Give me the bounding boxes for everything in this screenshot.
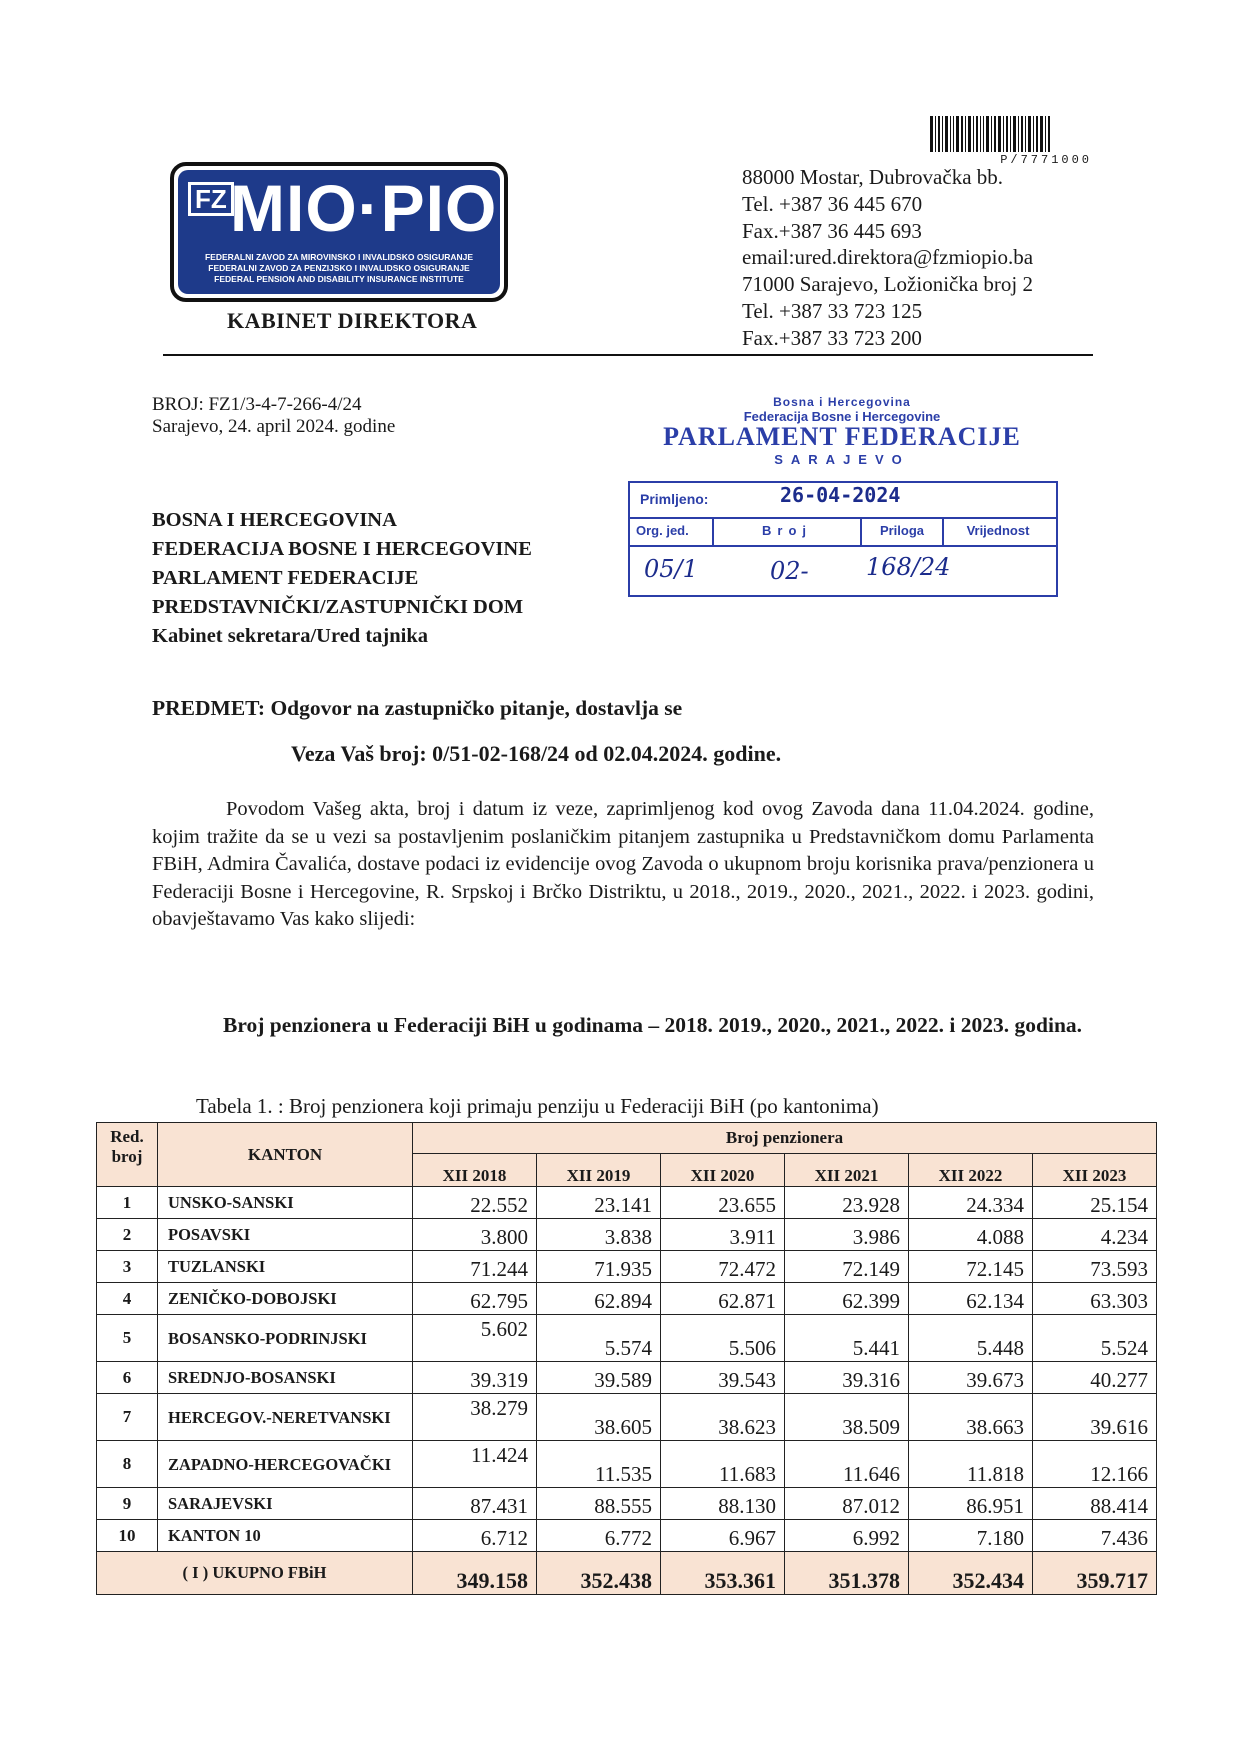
header-divider <box>163 354 1093 356</box>
cell-rb: 7 <box>97 1394 158 1441</box>
cell-value: 39.543 <box>661 1362 785 1394</box>
logo-panel <box>178 170 500 294</box>
cell-kanton: SREDNJO-BOSANSKI <box>158 1362 413 1394</box>
cell-value: 62.795 <box>413 1283 537 1315</box>
cell-value: 88.130 <box>661 1488 785 1520</box>
cell-kanton: TUZLANSKI <box>158 1251 413 1283</box>
cell-rb: 9 <box>97 1488 158 1520</box>
header-year: XII 2021 <box>785 1154 909 1187</box>
cell-kanton: ZENIČKO-DOBOJSKI <box>158 1283 413 1315</box>
cell-value: 39.589 <box>537 1362 661 1394</box>
stamp-title: PARLAMENT FEDERACIJE <box>663 422 1021 451</box>
cell-value: 3.838 <box>537 1219 661 1251</box>
cell-value: 87.012 <box>785 1488 909 1520</box>
stamp-line: Federacija Bosne i Hercegovine <box>743 409 941 424</box>
stamp-received-label: Primljeno: <box>640 491 709 507</box>
header-red-broj-text: Red. broj <box>110 1127 144 1166</box>
cell-value: 11.424 <box>413 1441 537 1488</box>
office-name: KABINET DIREKTORA <box>227 308 478 333</box>
table-row <box>97 1488 1157 1520</box>
table-row <box>97 1283 1157 1315</box>
total-value: 349.158 <box>413 1552 537 1595</box>
cell-value: 23.928 <box>785 1187 909 1219</box>
table-caption: Tabela 1. : Broj penzionera koji primaju penziju u Federaciji BiH (po kantonima) <box>196 1094 879 1118</box>
place-date: Sarajevo, 24. april 2024. godine <box>152 416 396 437</box>
stamp-header-row <box>630 519 1056 547</box>
cell-kanton: UNSKO-SANSKI <box>158 1187 413 1219</box>
recipient-line: PREDSTAVNIČKI/ZASTUPNIČKI DOM <box>152 596 524 618</box>
cell-value: 5.441 <box>785 1315 909 1362</box>
cell-value: 7.436 <box>1033 1520 1157 1552</box>
cell-value: 3.911 <box>661 1219 785 1251</box>
total-label: ( I ) UKUPNO FBiH <box>97 1552 413 1595</box>
pensioners-table-wrap <box>96 1122 1157 1595</box>
cell-value: 22.552 <box>413 1187 537 1219</box>
cell-kanton: BOSANSKO-PODRINJSKI <box>158 1315 413 1362</box>
stamp-col-priloga: Priloga <box>862 519 944 545</box>
header-year: XII 2020 <box>661 1154 785 1187</box>
recipient-line: BOSNA I HERCEGOVINA <box>152 509 397 531</box>
cell-value: 72.472 <box>661 1251 785 1283</box>
cell-value: 62.134 <box>909 1283 1033 1315</box>
cell-value: 3.986 <box>785 1219 909 1251</box>
cell-value: 39.673 <box>909 1362 1033 1394</box>
cell-rb: 10 <box>97 1520 158 1552</box>
logo-line: FEDERALNI ZAVOD ZA MIROVINSKO I INVALIDSKO OSIGURANJE <box>204 252 474 262</box>
cell-rb: 8 <box>97 1441 158 1488</box>
stamp-handwritten-mid: 02- <box>770 557 809 585</box>
cell-value: 5.574 <box>537 1315 661 1362</box>
logo-line: FEDERALNI ZAVOD ZA PENZIJSKO I INVALIDSKO OSIGURANJE <box>208 263 470 273</box>
contact-line: 88000 Mostar, Dubrovačka bb. <box>742 165 1004 189</box>
cell-value: 5.506 <box>661 1315 785 1362</box>
cell-value: 4.088 <box>909 1219 1033 1251</box>
header-year: XII 2018 <box>413 1154 537 1187</box>
cell-value: 71.244 <box>413 1251 537 1283</box>
table-row <box>97 1441 1157 1488</box>
header-year: XII 2019 <box>537 1154 661 1187</box>
cell-kanton: ZAPADNO-HERCEGOVAČKI <box>158 1441 413 1488</box>
cell-rb: 1 <box>97 1187 158 1219</box>
contact-email: email:ured.direktora@fzmiopio.ba <box>742 245 1034 270</box>
cell-value: 72.149 <box>785 1251 909 1283</box>
total-value: 352.434 <box>909 1552 1033 1595</box>
header-broj-penzionera: Broj penzionera <box>413 1123 1157 1154</box>
pensioners-table <box>96 1122 1157 1595</box>
cell-value: 6.992 <box>785 1520 909 1552</box>
cell-value: 86.951 <box>909 1488 1033 1520</box>
table-row <box>97 1187 1157 1219</box>
table-row <box>97 1394 1157 1441</box>
barcode-number: P/7771000 <box>1000 153 1092 167</box>
stamp-col-org: Org. jed. <box>630 519 714 545</box>
total-value: 351.378 <box>785 1552 909 1595</box>
stamp-col-broj: Broj <box>714 519 862 545</box>
cell-value: 40.277 <box>1033 1362 1157 1394</box>
stamp-handwritten-org: 05/1 <box>644 555 698 583</box>
cell-rb: 6 <box>97 1362 158 1394</box>
cell-value: 25.154 <box>1033 1187 1157 1219</box>
cell-value: 5.602 <box>413 1315 537 1362</box>
table-total-row <box>97 1552 1157 1595</box>
cell-value: 11.683 <box>661 1441 785 1488</box>
stamp-line: Bosna i Hercegovina <box>773 395 911 409</box>
stamp-received-date: 26-04-2024 <box>780 483 901 507</box>
cell-value: 62.871 <box>661 1283 785 1315</box>
stamp-col-vrijednost: Vrijednost <box>966 523 1030 538</box>
cell-value: 38.279 <box>413 1394 537 1441</box>
cell-value: 3.800 <box>413 1219 537 1251</box>
logo-line: FEDERAL PENSION AND DISABILITY INSURANCE INSTITUTE <box>214 274 464 284</box>
subject-line: PREDMET: Odgovor na zastupničko pitanje, dostavlja se <box>152 696 683 720</box>
cell-value: 38.509 <box>785 1394 909 1441</box>
cell-value: 39.316 <box>785 1362 909 1394</box>
stamp-grid <box>628 481 1058 597</box>
table-row <box>97 1520 1157 1552</box>
cell-kanton: POSAVSKI <box>158 1219 413 1251</box>
cell-value: 5.524 <box>1033 1315 1157 1362</box>
cell-value: 39.616 <box>1033 1394 1157 1441</box>
cell-rb: 5 <box>97 1315 158 1362</box>
table-row <box>97 1362 1157 1394</box>
recipient-line: PARLAMENT FEDERACIJE <box>152 567 419 589</box>
cell-rb: 2 <box>97 1219 158 1251</box>
cell-value: 11.535 <box>537 1441 661 1488</box>
contact-block <box>742 164 1033 352</box>
stamp-received-row <box>630 483 1056 519</box>
header-year: XII 2022 <box>909 1154 1033 1187</box>
cell-value: 71.935 <box>537 1251 661 1283</box>
cell-value: 7.180 <box>909 1520 1033 1552</box>
cell-value: 63.303 <box>1033 1283 1157 1315</box>
contact-line: Tel. +387 36 445 670 <box>742 191 923 216</box>
cell-rb: 3 <box>97 1251 158 1283</box>
contact-line: Tel. +387 33 723 125 <box>742 298 923 323</box>
cell-value: 6.712 <box>413 1520 537 1552</box>
cell-value: 5.448 <box>909 1315 1033 1362</box>
cell-value: 62.399 <box>785 1283 909 1315</box>
cell-value: 38.623 <box>661 1394 785 1441</box>
table-row <box>97 1219 1157 1251</box>
cell-value: 23.141 <box>537 1187 661 1219</box>
cell-value: 38.663 <box>909 1394 1033 1441</box>
cell-value: 72.145 <box>909 1251 1033 1283</box>
total-value: 359.717 <box>1033 1552 1157 1595</box>
recipient-line: Kabinet sekretara/Ured tajnika <box>152 625 428 647</box>
cell-rb: 4 <box>97 1283 158 1315</box>
recipient-block <box>152 506 532 651</box>
barcode-bars <box>930 116 1092 152</box>
cell-value: 62.894 <box>537 1283 661 1315</box>
body-paragraph: Povodom Vašeg akta, broj i datum iz veze, zaprimljenog kod ovog Zavoda dana 11.04.2024. godine, kojim tražite da se u vezi sa postavljenim poslaničkim pitanjem zastupnika u Predstavničkom domu Parlamenta FBiH, Admira Čavalića, dostave podaci iz evidencije ovog Zavoda o ukupnom broju korisnika prava/penzionera u Federaciji Bosne i Hercegovine, R. Srpskoj i Brčko Distriktu, u 2018., 2019., 2020., 2021., 2022. i 2023. godini, obavještavamo Vas kako slijedi: <box>152 798 1094 930</box>
cell-value: 88.555 <box>537 1488 661 1520</box>
cell-value: 39.319 <box>413 1362 537 1394</box>
cell-kanton: KANTON 10 <box>158 1520 413 1552</box>
contact-line: Fax.+387 36 445 693 <box>742 218 922 243</box>
table-row <box>97 1315 1157 1362</box>
cell-kanton: SARAJEVSKI <box>158 1488 413 1520</box>
barcode <box>930 116 1092 166</box>
received-stamp <box>622 395 1062 615</box>
cell-value: 6.967 <box>661 1520 785 1552</box>
reference-block <box>152 394 395 438</box>
cell-value: 87.431 <box>413 1488 537 1520</box>
contact-line: Fax.+387 33 723 200 <box>742 325 922 350</box>
reference-number: BROJ: FZ1/3-4-7-266-4/24 <box>152 394 362 415</box>
cell-value: 88.414 <box>1033 1488 1157 1520</box>
logo-wordmark: MIO·PIO <box>230 171 498 245</box>
section-heading: Broj penzionera u Federaciji BiH u godinama – 2018. 2019., 2020., 2021., 2022. i 2023. godina. <box>223 1013 1083 1037</box>
cell-value: 4.234 <box>1033 1219 1157 1251</box>
cell-value: 11.646 <box>785 1441 909 1488</box>
cell-value: 24.334 <box>909 1187 1033 1219</box>
total-value: 352.438 <box>537 1552 661 1595</box>
institution-logo <box>170 162 508 302</box>
contact-line: 71000 Sarajevo, Ložionička broj 2 <box>742 272 1034 297</box>
stamp-handwritten-number: 168/24 <box>866 553 951 581</box>
logo-fz-mark: FZ <box>188 182 234 216</box>
recipient-line: FEDERACIJA BOSNE I HERCEGOVINE <box>152 538 532 560</box>
cell-kanton: HERCEGOV.-NERETVANSKI <box>158 1394 413 1441</box>
cell-value: 73.593 <box>1033 1251 1157 1283</box>
stamp-handwritten-row <box>630 547 1056 593</box>
cell-value: 6.772 <box>537 1520 661 1552</box>
header-kanton: KANTON <box>158 1123 413 1187</box>
header-year: XII 2023 <box>1033 1154 1157 1187</box>
total-value: 353.361 <box>661 1552 785 1595</box>
cell-value: 38.605 <box>537 1394 661 1441</box>
table-row <box>97 1251 1157 1283</box>
header-red-broj <box>97 1123 158 1187</box>
stamp-city: SARAJEVO <box>774 452 910 467</box>
cell-value: 12.166 <box>1033 1441 1157 1488</box>
reference-line: Veza Vaš broj: 0/51-02-168/24 od 02.04.2024. godine. <box>291 741 782 766</box>
logo-institute-names <box>188 252 490 285</box>
cell-value: 11.818 <box>909 1441 1033 1488</box>
cell-value: 23.655 <box>661 1187 785 1219</box>
